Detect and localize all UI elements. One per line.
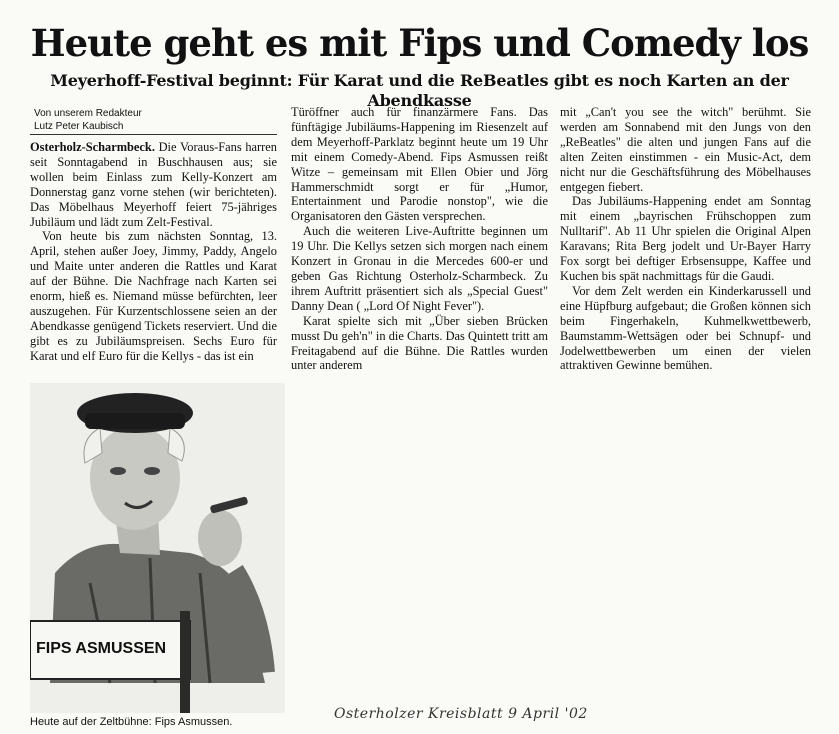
dateline: Osterholz-Scharmbeck. <box>30 140 155 154</box>
paragraph <box>30 140 277 229</box>
photo-caption: Heute auf der Zeltbühne: Fips Asmussen. <box>30 716 233 728</box>
byline <box>34 107 274 133</box>
paragraph: Vor dem Zelt werden ein Kinderkarussell und eine Hüpfburg aufgebaut; die Großen können sich beim Fingerhakeln, Kuhmelkwettbewerb, Baumstamm-Wettsägen oder bei Schnupf- und Jodelwettbewerben um einen der vielen attraktiven Gewinne bemühen. <box>560 283 811 373</box>
byline-divider <box>30 134 277 135</box>
paragraph: mit „Can't you see the witch" berühmt. Sie werden am Sonnabend mit den Jungs von den „ReBeatles" die alten und jungen Fans auf die alten Zeiten einstimmen - ein Music-Act, dem nicht nur die Geschäftsführung des Möbelhauses entgegen fiebert. <box>560 105 811 194</box>
article-column-1 <box>30 140 277 364</box>
paragraph: Auch die weiteren Live-Auftritte beginnen um 19 Uhr. Die Kellys setzen sich morgen nach einem Konzert in Gronau in die Mercedes 600-er und geben Gas Richtung Osterholz-Scharmbeck. Zu ihrem Auftritt präsentiert sich als „Special Guest" Danny Dean ( „Lord Of Night Fever"). <box>291 224 548 313</box>
byline-intro: Von unserem Redakteur <box>34 108 142 119</box>
photo-illustration <box>30 383 285 713</box>
paragraph: Das Jubiläums-Happening endet am Sonntag mit einem „bayrischen Frühschoppen zum Nulltarif". Ab 11 Uhr spielen die Original Alpen Karavans; Rita Berg jodelt und Ur-Bayer Harry Fox sorgt bei deftiger Erbsensuppe, Kaffee und Kuchen bis spät nachmittags für die Gaudi. <box>560 194 811 283</box>
photo-fips-asmussen <box>30 383 285 713</box>
paragraph-text: Die Voraus-Fans harren seit Sonntagabend in Buschhausen aus; sie wollen beim Einlass zum Kelly-Konzert am Donnerstag ganz vorne stehen (wir berichteten). Das Möbelhaus Meyerhoff feiert 75-jähriges Jubiläum und lädt zum Zelt-Festival. <box>30 140 277 229</box>
paragraph: Von heute bis zum nächsten Sonntag, 13. April, stehen außer Joey, Jimmy, Paddy, Angelo und Maite unter anderen die Rattles und Karat auf der Bühne. Die Nachfrage nach Karten sei enorm, hieß es. Niemand müsse befürchten, leer auszugehen. Für Kurzentschlossene seien an der Abendkasse genügend Tickets reserviert. Und die gibt es zu Jubiläumspreisen. Sechs Euro für Karat und elf Euro für die Kellys - das ist ein <box>30 229 277 363</box>
handwritten-source-note: Osterholzer Kreisblatt 9 April '02 <box>334 706 588 722</box>
paragraph: Türöffner auch für finanzärmere Fans. Das fünftägige Jubiläums-Happening im Riesenzelt auf dem Meyerhoff-Parklatz beginnt heute um 19 Uhr mit einem Comedy-Abend. Fips Asmussen reißt Witze – gemeinsam mit Ellen Obier und Jörg Hammerschmidt sorgt er für „Humor, Entertainment und Parodie nonstop", wie die Organisatoren den Gästen versprechen. <box>291 105 548 224</box>
headline: Heute geht es mit Fips und Comedy los <box>30 21 809 65</box>
article-column-2 <box>291 105 548 373</box>
subheadline: Meyerhoff-Festival beginnt: Für Karat und die ReBeatles gibt es noch Karten an der Abendkasse <box>50 71 789 110</box>
article-column-3 <box>560 105 811 373</box>
photo-sign-text: FIPS ASMUSSEN <box>36 640 167 657</box>
paragraph: Karat spielte sich mit „Über sieben Brücken musst Du geh'n" in die Charts. Das Quintett tritt am Freitagabend auf die Bühne. Die Rattles wurden unter anderem <box>291 313 548 373</box>
byline-author: Lutz Peter Kaubisch <box>34 121 124 132</box>
